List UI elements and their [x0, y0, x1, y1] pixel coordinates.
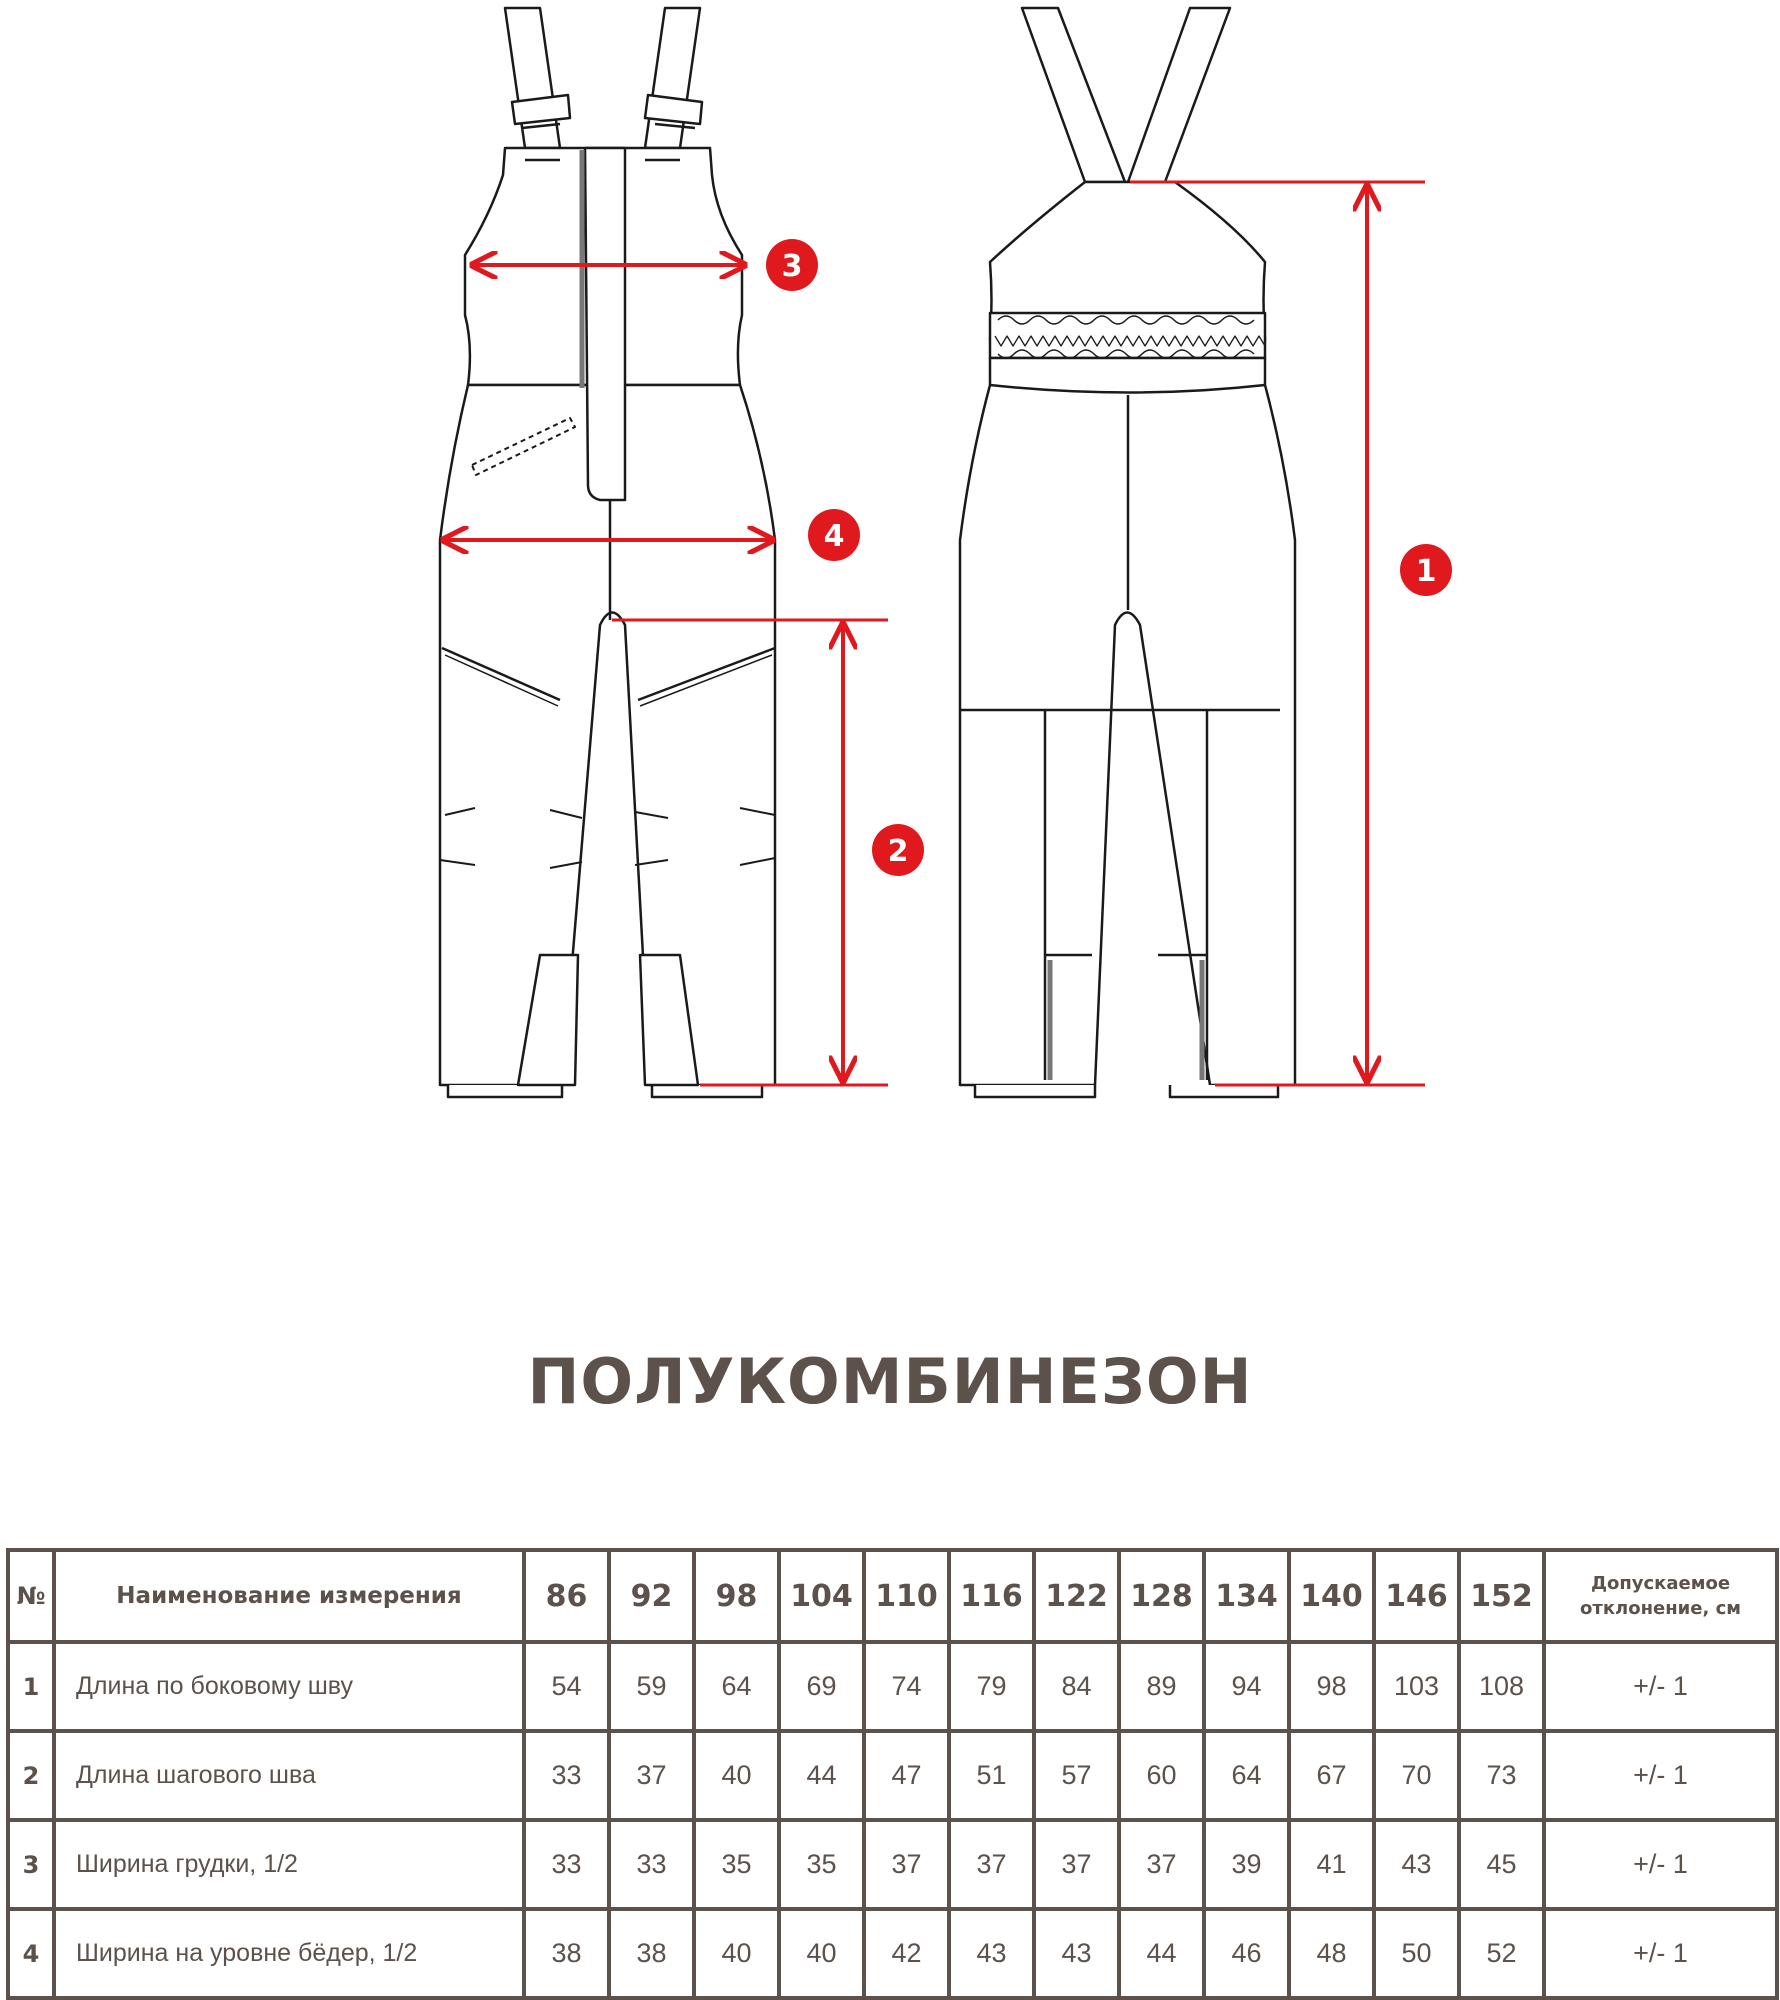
header-size: 146 [1374, 1550, 1459, 1642]
table-row [8, 1909, 1777, 1998]
header-name: Наименование измерения [54, 1550, 524, 1642]
row-name: Длина по боковому шву [54, 1642, 524, 1731]
header-size: 122 [1034, 1550, 1119, 1642]
front-view [440, 8, 775, 1097]
table-header-row [8, 1550, 1777, 1642]
row-value: 70 [1374, 1731, 1459, 1820]
table-row [8, 1820, 1777, 1909]
row-value: 33 [524, 1820, 609, 1909]
row-value: 50 [1374, 1909, 1459, 1998]
callout-4-label: 4 [823, 519, 845, 554]
callout-3-badge [766, 239, 818, 291]
row-num: 3 [8, 1820, 54, 1909]
header-size: 116 [949, 1550, 1034, 1642]
row-value: 40 [694, 1731, 779, 1820]
header-tolerance-line1: Допускаемое [1590, 1573, 1731, 1594]
row-value: 33 [609, 1820, 694, 1909]
callout-1-label: 1 [1415, 554, 1437, 589]
row-value: 57 [1034, 1731, 1119, 1820]
back-view [960, 8, 1295, 1097]
header-size: 134 [1204, 1550, 1289, 1642]
row-value: 37 [949, 1820, 1034, 1909]
callout-4-badge [808, 509, 860, 561]
callout-3-label: 3 [781, 249, 803, 284]
row-num: 4 [8, 1909, 54, 1998]
row-name: Ширина на уровне бёдер, 1/2 [54, 1909, 524, 1998]
row-value: 45 [1459, 1820, 1544, 1909]
row-value: 67 [1289, 1731, 1374, 1820]
table-row [8, 1642, 1777, 1731]
header-size: 128 [1119, 1550, 1204, 1642]
row-tolerance: +/- 1 [1544, 1820, 1777, 1909]
row-value: 33 [524, 1731, 609, 1820]
row-value: 48 [1289, 1909, 1374, 1998]
page-title: ПОЛУКОМБИНЕЗОН [527, 1345, 1253, 1418]
row-value: 37 [609, 1731, 694, 1820]
header-size: 104 [779, 1550, 864, 1642]
header-size: 152 [1459, 1550, 1544, 1642]
row-name: Длина шагового шва [54, 1731, 524, 1820]
row-value: 37 [1119, 1820, 1204, 1909]
row-value: 52 [1459, 1909, 1544, 1998]
row-value: 37 [864, 1820, 949, 1909]
row-value: 59 [609, 1642, 694, 1731]
back-strap-left [1022, 8, 1125, 182]
row-value: 38 [524, 1909, 609, 1998]
row-tolerance: +/- 1 [1544, 1731, 1777, 1820]
front-strap-left [505, 8, 570, 148]
row-value: 69 [779, 1642, 864, 1731]
row-value: 43 [1034, 1909, 1119, 1998]
row-value: 47 [864, 1731, 949, 1820]
back-strap-right [1128, 8, 1230, 182]
size-table [6, 1548, 1779, 2000]
row-value: 44 [1119, 1909, 1204, 1998]
front-strap-right [645, 8, 702, 148]
row-value: 64 [1204, 1731, 1289, 1820]
row-num: 1 [8, 1642, 54, 1731]
row-value: 44 [779, 1731, 864, 1820]
row-value: 46 [1204, 1909, 1289, 1998]
row-value: 41 [1289, 1820, 1374, 1909]
callout-2-badge [872, 824, 924, 876]
row-value: 35 [779, 1820, 864, 1909]
header-size: 86 [524, 1550, 609, 1642]
row-value: 73 [1459, 1731, 1544, 1820]
row-value: 89 [1119, 1642, 1204, 1731]
callout-2-label: 2 [887, 834, 909, 869]
header-size: 140 [1289, 1550, 1374, 1642]
row-value: 43 [949, 1909, 1034, 1998]
row-value: 60 [1119, 1731, 1204, 1820]
row-value: 94 [1204, 1642, 1289, 1731]
header-tolerance-line2: отклонение, см [1580, 1598, 1741, 1619]
row-value: 39 [1204, 1820, 1289, 1909]
row-tolerance: +/- 1 [1544, 1642, 1777, 1731]
header-size: 98 [694, 1550, 779, 1642]
row-value: 38 [609, 1909, 694, 1998]
row-value: 108 [1459, 1642, 1544, 1731]
row-value: 40 [779, 1909, 864, 1998]
row-value: 54 [524, 1642, 609, 1731]
header-tolerance [1544, 1550, 1777, 1642]
table-row [8, 1731, 1777, 1820]
row-value: 74 [864, 1642, 949, 1731]
header-size: 92 [609, 1550, 694, 1642]
row-value: 84 [1034, 1642, 1119, 1731]
row-value: 64 [694, 1642, 779, 1731]
row-value: 98 [1289, 1642, 1374, 1731]
row-value: 40 [694, 1909, 779, 1998]
header-num: № [8, 1550, 54, 1642]
row-value: 51 [949, 1731, 1034, 1820]
header-size: 110 [864, 1550, 949, 1642]
row-value: 42 [864, 1909, 949, 1998]
row-name: Ширина грудки, 1/2 [54, 1820, 524, 1909]
row-num: 2 [8, 1731, 54, 1820]
callout-1-badge [1400, 544, 1452, 596]
row-value: 79 [949, 1642, 1034, 1731]
row-value: 103 [1374, 1642, 1459, 1731]
row-tolerance: +/- 1 [1544, 1909, 1777, 1998]
row-value: 35 [694, 1820, 779, 1909]
row-value: 37 [1034, 1820, 1119, 1909]
front-placket [585, 148, 625, 500]
row-value: 43 [1374, 1820, 1459, 1909]
